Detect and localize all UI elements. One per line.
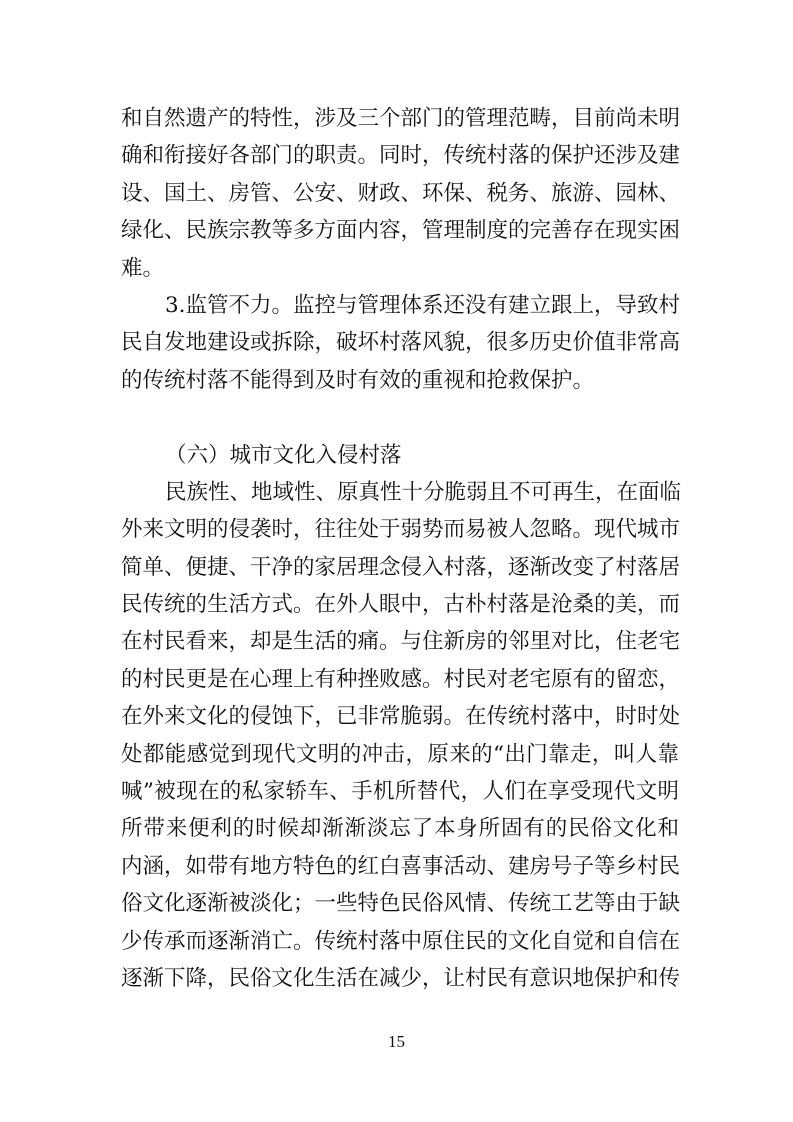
document-body: [121, 100, 682, 997]
text-line: 的村民更是在心理上有种挫败感。村民对老宅原有的留恋，: [121, 666, 681, 692]
text-line: 的传统村落不能得到及时有效的重视和抢救保护。: [121, 367, 595, 393]
text-line: 民族性、地域性、原真性十分脆弱且不可再生，在面临: [165, 479, 682, 505]
text-line: 外来文明的侵袭时，往往处于弱势而易被人忽略。现代城市: [121, 517, 681, 543]
blank-line: [121, 399, 679, 436]
text-line: 简单、便捷、干净的家居理念侵入村落，逐渐改变了村落居: [121, 554, 681, 580]
text-line: 俗文化逐渐被淡化；一些特色民俗风情、传统工艺等由于缺: [121, 891, 681, 917]
text-line: 难。: [121, 255, 165, 281]
section-heading: （六）城市文化入侵村落: [165, 442, 402, 468]
text-line: 民自发地建设或拆除，破坏村落风貌，很多历史价值非常高: [121, 330, 681, 356]
text-line: 在村民看来，却是生活的痛。与住新房的邻里对比，住老宅: [121, 629, 681, 655]
text-line: 处都能感觉到现代文明的冲击，原来的“出门靠走，叫人靠: [121, 741, 679, 767]
paragraph: [121, 287, 679, 399]
text-line: 和自然遗产的特性，涉及三个部门的管理范畴，目前尚未明: [121, 106, 681, 131]
text-line: 逐渐下降，民俗文化生活在减少，让村民有意识地保护和传: [121, 965, 681, 991]
text-line: 少传承而逐渐消亡。传统村落中原住民的文化自觉和自信在: [121, 928, 681, 954]
text-line: 绿化、民族宗教等多方面内容，管理制度的完善存在现实困: [121, 218, 681, 244]
text-line: 3.监管不力。监控与管理体系还没有建立跟上，导致村: [165, 292, 681, 318]
text-line: 所带来便利的时候却渐渐淡忘了本身所固有的民俗文化和: [121, 816, 679, 842]
text-line: 在外来文化的侵蚀下，已非常脆弱。在传统村落中，时时处: [121, 704, 681, 730]
text-line: 设、国土、房管、公安、财政、环保、税务、旅游、园林、: [121, 180, 681, 206]
text-line: 民传统的生活方式。在外人眼中，古朴村落是沧桑的美，而: [121, 592, 681, 618]
page-number: 15: [388, 1032, 405, 1051]
text-line: 喊”被现在的私家轿车、手机所替代，人们在享受现代文明: [121, 779, 679, 805]
paragraph: [121, 474, 682, 997]
text-line: 内涵，如带有地方特色的红白喜事活动、建房号子等乡村民: [121, 853, 681, 879]
paragraph: [121, 100, 679, 287]
text-line: 确和衔接好各部门的职责。同时，传统村落的保护还涉及建: [121, 143, 681, 169]
